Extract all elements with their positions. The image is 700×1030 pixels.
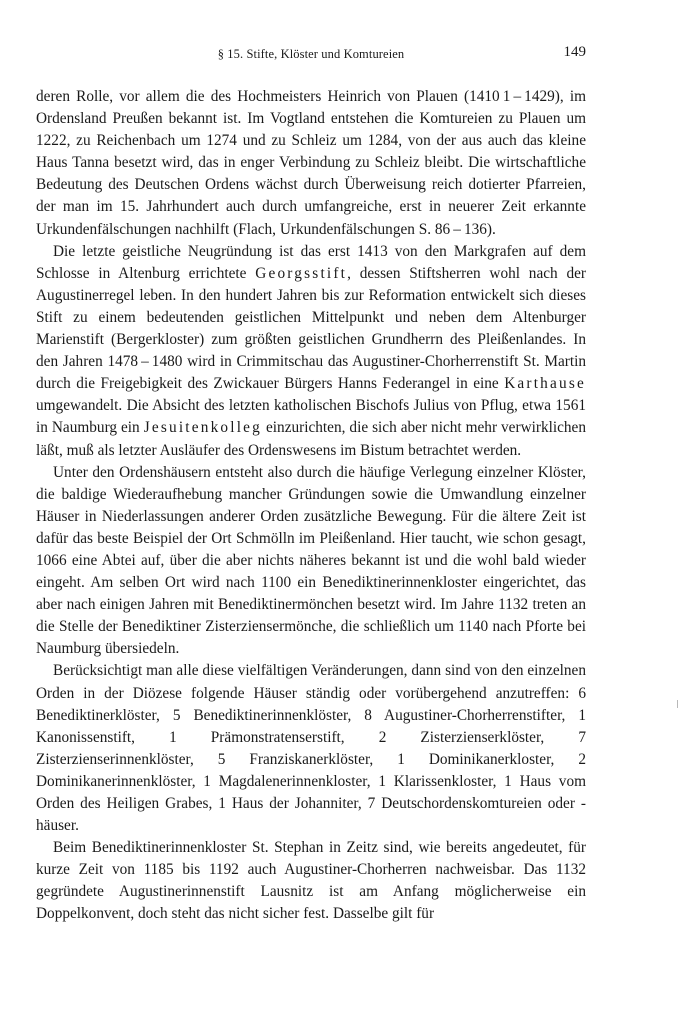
text-segment: einzurichten, die sich aber nicht mehr verwirklichen läßt, muß als letzter Ausläufer des Ordenswesens im Bistum betrachtet werden. <box>36 419 586 459</box>
text-segment: Berücksichtigt man alle diese vielfältigen Veränderungen, dann sind von den einzelnen Orden in der Diözese folgende Häuser ständig oder vorübergehend anzutreffen: 6 Benediktinerklöster, 5 Benediktinerinnenklöster, 8 Augustiner-Chorherrenstifter, 1 Kanonissenstift, 1 Prämonstratenserstift, 2 Zisterzienserklöster, 7 Zisterzienserinnenklöster, 5 Franziskanerklöster, 1 Dominikanerkloster, 2 Dominikanerinnenklöster, 1 Magdalenerinnenkloster, 1 Klarissenkloster, 1 Haus vom Orden des Heiligen Grabes, 1 Haus der Johanniter, 7 Deutschordenskomtureien oder -häuser. <box>36 662 586 835</box>
body-text <box>36 86 586 926</box>
paragraph <box>36 660 586 837</box>
running-head <box>36 44 586 68</box>
paragraph <box>36 462 586 661</box>
text-segment: Unter den Ordenshäusern entsteht also durch die häufige Verlegung einzelner Klöster, die baldige Wiederaufhebung mancher Gründungen sowie die Umwandlung einzelner Häuser in Niederlassungen anderer Orden zusätzliche Bewegung. Für die ältere Zeit ist dafür das beste Beispiel der Ort Schmölln im Pleißenland. Hier taucht, wie schon gesagt, 1066 eine Abtei auf, über die aber nichts näheres bekannt ist und die wohl bald wieder eingeht. Am selben Ort wird nach 1100 ein Benediktinerinnenkloster eingerichtet, das aber nach einigen Jahren mit Benediktinermönchen besetzt wird. Im Jahre 1132 treten an die Stelle der Benediktiner Zisterziensermönche, die schließlich um 1140 nach Pforte bei Naumburg übersiedeln. <box>36 463 586 658</box>
page-number: 149 <box>563 44 586 60</box>
text-segment: Die letzte geistliche Neugründung ist das erst 1413 von den Markgrafen auf dem Schlosse in Altenburg errichtete <box>36 242 586 282</box>
paragraph <box>36 241 586 462</box>
running-title: § 15. Stifte, Klöster und Komtureien <box>217 47 405 61</box>
text-segment: , dessen Stiftsherren wohl nach der Augustinerregel leben. In den hundert Jahren bis zur Reformation entwickelt sich dieses Stift zu einem bedeutenden geistlichen Mittelpunkt und neben dem Altenburger Marienstift (Bergerkloster) zum größten geistlichen Grundherrn des Pleißenlandes. In den Jahren 1478 – 1480 wird in Crimmitschau das Augustiner-Chorherrenstift St. Martin durch die Freigebigkeit des Zwickauer Bürgers Hanns Federangel in eine <box>36 264 586 393</box>
spaced-term: Jesuitenkolleg <box>143 419 263 437</box>
margin-mark <box>677 700 678 708</box>
paragraph <box>36 837 586 925</box>
spaced-term: Karthause <box>504 375 586 393</box>
text-segment: deren Rolle, vor allem die des Hochmeisters Heinrich von Plauen (1410 1 – 1429), im Ordensland Preußen bekannt ist. Im Vogtland entstehen die Komtureien zu Plauen um 1222, zu Reichenbach um 1274 und zu Schleiz um 1284, von der aus auch das kleine Haus Tanna besetzt wird, das in enger Verbindung zu Schleiz bleibt. Die wirtschaftliche Bedeutung des Deutschen Ordens wächst durch Überweisung reich dotierter Pfarreien, der man im 15. Jahrhundert auch durch umfangreiche, erst in neuerer Zeit erkannte Urkundenfälschungen nachhilft (Flach, Urkundenfälschungen S. 86 – 136). <box>36 88 586 238</box>
text-segment: umgewandelt. Die Absicht des letzten katholischen Bischofs Julius von Pflug, etwa 1561 in Naumburg ein <box>36 397 586 437</box>
paragraph <box>36 86 586 241</box>
text-segment: Beim Benediktinerinnenkloster St. Stephan in Zeitz sind, wie bereits angedeutet, für kurze Zeit von 1185 bis 1192 auch Augustiner-Chorherren nachweisbar. Das 1132 gegründete Augustinerinnenstift Lausnitz ist am Anfang möglicherweise ein Doppelkonvent, doch steht das nicht sicher fest. Dasselbe gilt für <box>36 839 586 923</box>
spaced-term: Georgsstift <box>255 264 348 282</box>
